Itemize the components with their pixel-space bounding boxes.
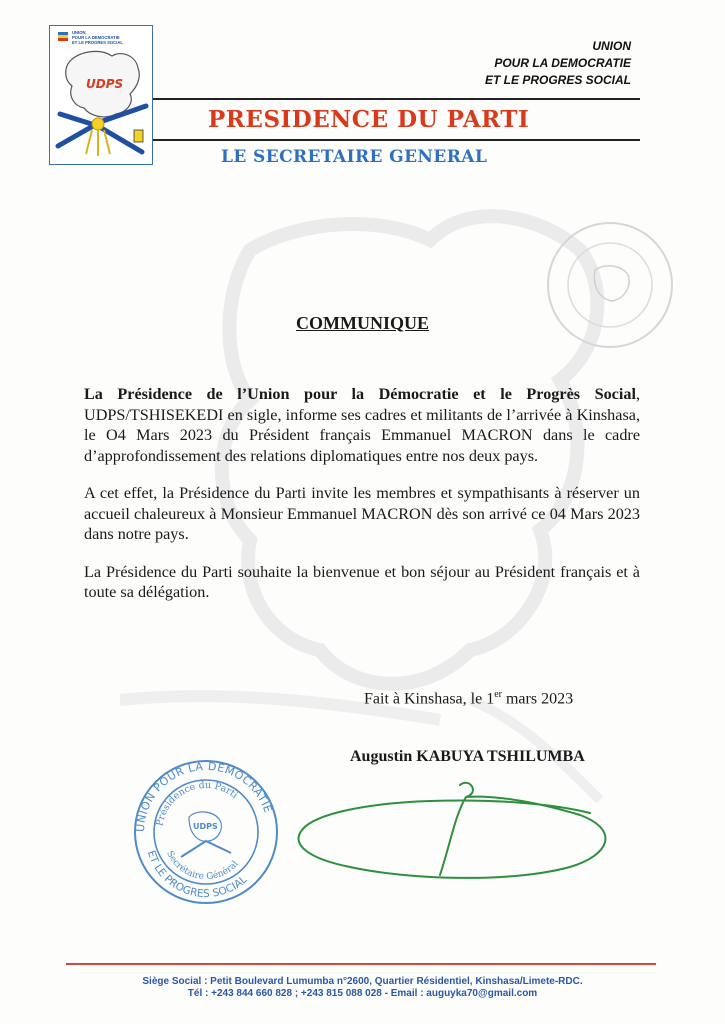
place-date-text: Fait à Kinshasa, le 1: [364, 690, 495, 708]
handwritten-signature: [290, 775, 620, 885]
logo-emblem: [50, 26, 154, 166]
stamp-inner-top: Présidence du Parti: [154, 779, 240, 828]
document-title: COMMUNIQUE: [296, 313, 429, 333]
paragraph-text: , UDPS/TSHISEKEDI en sigle, informe ses cadres et militants de l’arrivée à Kinshasa, le O4 Mars 2023 du Président français Emmanuel MACRON dans le cadre d’approfondissement des relations diplomatiques entre nos deux pays.: [84, 385, 640, 465]
official-stamp: [131, 757, 281, 907]
place-date-text: mars 2023: [501, 690, 574, 708]
paragraph: [84, 384, 640, 466]
svg-text:Secrétaire Général: [164, 849, 240, 882]
party-name-line: POUR LA DEMOCRATIE: [494, 56, 631, 70]
communique-body: [84, 384, 640, 620]
faint-stamp: [540, 215, 680, 355]
place-date-sup: er: [494, 689, 502, 700]
footer-contact: Tél : +243 844 660 828 ; +243 815 088 028 - Email : auguyka70@gmail.com: [187, 988, 538, 999]
presidence-heading: PRESIDENCE DU PARTI: [208, 106, 530, 133]
stamp-outer-top: UNION POUR LA DEMOCRATIE: [133, 759, 275, 833]
stamp-acronym: UDPS: [193, 822, 218, 831]
footer-address: Siège Social : Petit Boulevard Lumumba n°2600, Quartier Résidentiel, Kinshasa/Limete-RDC.: [142, 976, 583, 987]
paragraph-lead: La Présidence de l’Union pour la Démocratie et le Progrès Social: [84, 385, 636, 403]
secretaire-heading: LE SECRETAIRE GENERAL: [221, 147, 488, 167]
svg-text:POUR LA DEMOCRATIE: POUR LA DEMOCRATIE: [72, 35, 120, 40]
footer: [0, 976, 725, 1000]
svg-text:UNION: UNION: [72, 30, 86, 35]
place-date: [364, 689, 573, 708]
party-name-line: ET LE PROGRES SOCIAL: [484, 73, 631, 87]
party-name: [485, 38, 631, 89]
stamp-outer-bottom: ET LE PROGRES SOCIAL: [144, 849, 250, 901]
signatory-name: Augustin KABUYA TSHILUMBA: [350, 748, 585, 765]
svg-text:UDPS: UDPS: [86, 77, 124, 91]
paragraph: La Présidence du Parti souhaite la bienvenue et bon séjour au Président français et à toute sa délégation.: [84, 562, 640, 601]
footer-divider: [66, 963, 656, 965]
udps-logo: [49, 25, 153, 165]
paragraph: A cet effet, la Présidence du Parti invite les membres et sympathisants à réserver un accueil chaleureux à Monsieur Emmanuel MACRON dès son arrivé ce 04 Mars 2023 dans notre pays.: [84, 484, 640, 543]
svg-text:ET LE PROGRES SOCIAL: ET LE PROGRES SOCIAL: [72, 40, 123, 45]
header-divider: [153, 139, 640, 141]
stamp-inner-bottom: Secrétaire Général: [164, 849, 241, 883]
party-name-line: UNION: [592, 39, 631, 53]
header-divider: [153, 98, 640, 100]
